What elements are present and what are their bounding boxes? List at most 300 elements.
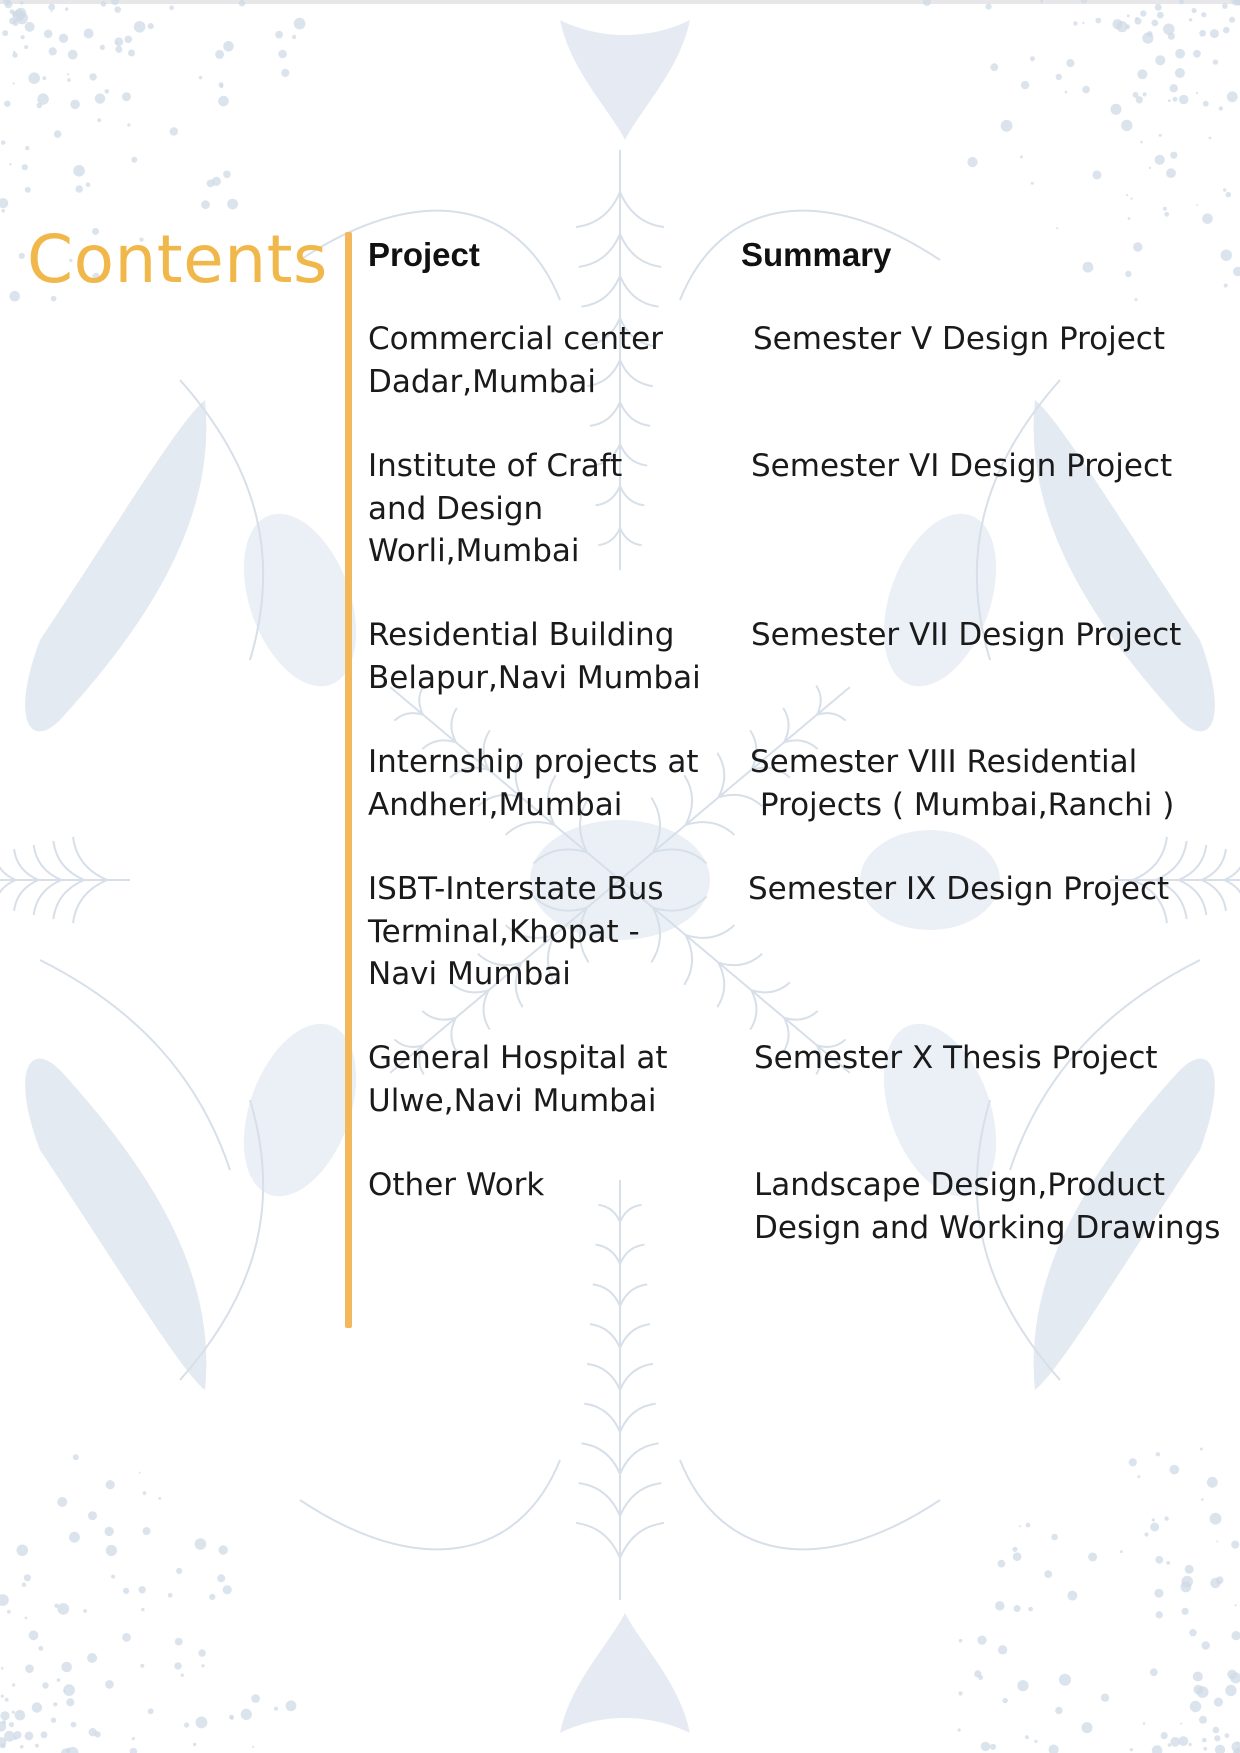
speckle-dot <box>1130 198 1132 200</box>
speckle-dot <box>1202 1641 1210 1649</box>
speckle-dot <box>131 157 137 163</box>
speckle-dot <box>32 1702 42 1712</box>
speckle-dot <box>1163 24 1174 35</box>
swirl-line <box>680 1460 940 1549</box>
speckle-dot <box>1193 50 1201 58</box>
speckle-dot <box>1135 18 1142 25</box>
speckle-dot <box>1226 192 1231 197</box>
speckle-dot <box>106 1545 117 1556</box>
speckle-dot <box>58 1603 70 1615</box>
summary-cell <box>751 445 1172 488</box>
speckle-dot <box>17 1545 29 1557</box>
speckle-dot <box>985 4 991 10</box>
fern-frond <box>718 954 762 965</box>
speckle-dot <box>70 100 80 110</box>
fern-frond <box>590 402 620 426</box>
speckle-dot <box>1056 74 1062 80</box>
speckle-dot <box>1065 91 1068 94</box>
speckle-dot <box>1236 1749 1240 1753</box>
speckle-dot <box>1213 1727 1220 1734</box>
speckle-dot <box>278 50 287 59</box>
project-line: and Design <box>368 490 544 527</box>
speckle-dot <box>75 185 83 193</box>
pod-shape <box>222 1008 378 1211</box>
speckle-dot <box>1073 21 1077 25</box>
fern-frond <box>1179 880 1207 915</box>
speckle-dot <box>1126 194 1128 196</box>
project-line: Terminal,Khopat - <box>368 913 640 950</box>
speckle-dot <box>1209 137 1212 140</box>
speckle-dot <box>24 45 28 49</box>
speckle-dot <box>252 1746 254 1748</box>
speckle-dot <box>1227 1670 1237 1680</box>
speckle-dot <box>1067 1591 1077 1601</box>
speckle-dot <box>1193 1672 1203 1682</box>
speckle-dot <box>1196 204 1198 206</box>
fern-frond <box>422 1011 456 1020</box>
summary-cell <box>748 868 1169 911</box>
speckle-dot <box>148 23 154 29</box>
speckle-dot <box>0 198 8 208</box>
speckle-dot <box>24 1574 31 1581</box>
fern-frond <box>0 853 16 880</box>
speckle-dot <box>127 123 130 126</box>
fern-frond <box>73 837 107 880</box>
speckle-dot <box>21 35 25 39</box>
speckle-dot <box>1181 1582 1192 1593</box>
speckle-dot <box>134 21 146 33</box>
speckle-dot <box>41 1731 48 1738</box>
project-cell <box>368 445 622 573</box>
speckle-dot <box>1213 59 1218 64</box>
summary-cell <box>754 1164 1220 1249</box>
speckle-dot <box>1055 1707 1062 1714</box>
summary-line: Semester VI Design Project <box>751 448 1173 484</box>
speckle-dot <box>95 93 105 103</box>
fern-frond <box>620 1364 653 1390</box>
fern-frond <box>620 402 650 426</box>
speckle-dot <box>212 177 221 186</box>
speckle-dot <box>1081 0 1088 3</box>
project-line: Internship projects at <box>368 744 699 780</box>
pod-shape <box>862 498 1018 701</box>
speckle-dot <box>12 1683 15 1686</box>
fern-frond <box>1224 853 1240 880</box>
speckle-dot <box>12 1711 15 1714</box>
fern-frond <box>53 841 84 880</box>
speckle-dot <box>13 82 15 84</box>
speckle-dot <box>148 1708 154 1714</box>
bottom-motif <box>560 1613 690 1733</box>
speckle-dot <box>294 18 306 30</box>
fern-frond <box>684 935 692 985</box>
speckle-dot <box>57 1678 61 1682</box>
speckle-dot <box>1199 1716 1207 1724</box>
speckle-dot <box>44 30 53 39</box>
speckle-dot <box>958 1728 961 1731</box>
speckle-dot <box>181 1674 184 1677</box>
speckle-dot <box>1157 12 1164 19</box>
speckle-dot <box>227 199 238 210</box>
speckle-dot <box>1125 271 1131 277</box>
speckle-dot <box>1210 1513 1222 1525</box>
speckle-dot <box>1120 1550 1123 1553</box>
speckle-dot <box>42 76 46 80</box>
speckle-dot <box>73 1454 79 1460</box>
speckle-dot <box>1216 1540 1218 1542</box>
speckle-dot <box>28 72 40 84</box>
speckle-dot <box>1 1667 4 1670</box>
speckle-dot <box>68 50 78 60</box>
fern-frond <box>576 1523 620 1558</box>
speckle-dot <box>1192 8 1197 13</box>
speckle-dot <box>223 171 231 179</box>
speckle-dot <box>122 92 131 101</box>
speckle-dot <box>1093 170 1102 179</box>
summary-line: Design and Working Drawings <box>754 1209 1221 1246</box>
fern-frond <box>620 1483 661 1516</box>
speckle-dot <box>1140 141 1143 144</box>
fern-frond <box>451 708 456 742</box>
speckle-dot <box>125 36 133 44</box>
speckle-dot <box>0 1711 9 1720</box>
fern-frond <box>817 713 846 720</box>
speckle-dot <box>35 1744 39 1748</box>
project-line: Andheri,Mumbai <box>368 786 623 823</box>
fern-frond <box>590 1324 620 1348</box>
fern-frond <box>581 1443 620 1474</box>
speckle-dot <box>1133 242 1142 251</box>
speckle-dot <box>1 140 5 144</box>
summary-line: Projects ( Mumbai,Ranchi ) <box>750 786 1175 823</box>
speckle-dot <box>1222 3 1228 9</box>
speckle-dot <box>1152 1518 1155 1521</box>
speckle-dot <box>20 1745 24 1749</box>
speckle-dot <box>1101 1694 1109 1702</box>
speckle-dot <box>223 41 234 52</box>
speckle-dot <box>101 1 107 7</box>
speckle-dot <box>1214 1698 1223 1707</box>
speckle-dot <box>168 1593 173 1598</box>
fern-frond <box>620 1404 656 1432</box>
speckle-dot <box>1121 120 1132 131</box>
speckle-dot <box>48 4 55 11</box>
speckle-dot <box>54 130 62 138</box>
speckle-dot <box>1185 1565 1194 1574</box>
speckle-dot <box>139 1472 141 1474</box>
speckle-dot <box>1066 59 1074 67</box>
fern-frond <box>717 753 724 798</box>
speckle-dot <box>1028 1607 1033 1612</box>
speckle-dot <box>1040 0 1043 3</box>
speckle-dot <box>1133 92 1139 98</box>
fern-frond <box>620 1443 659 1474</box>
fern-frond <box>620 1245 644 1264</box>
speckle-dot <box>105 1680 114 1689</box>
speckle-dot <box>1237 1742 1239 1744</box>
speckle-dot <box>1144 1532 1148 1536</box>
speckle-dot <box>1142 33 1153 44</box>
summary-cell <box>753 318 1165 361</box>
speckle-dot <box>1221 250 1232 261</box>
speckle-dot <box>170 127 178 135</box>
project-line: Dadar,Mumbai <box>368 363 597 400</box>
fern-frond <box>751 982 790 992</box>
fern-frond <box>394 713 423 720</box>
fern-frond <box>579 234 620 267</box>
speckle-dot <box>123 1588 129 1594</box>
summary-line: Semester IX Design Project <box>748 871 1170 907</box>
speckle-dot <box>1175 68 1185 78</box>
speckle-dot <box>1129 1458 1137 1466</box>
speckle-dot <box>1149 167 1151 169</box>
speckle-dot <box>13 10 25 22</box>
speckle-dot <box>1082 22 1084 24</box>
speckle-dot <box>1215 1745 1225 1753</box>
speckle-dot <box>198 1649 205 1656</box>
project-line: General Hospital at <box>368 1040 668 1076</box>
speckle-dot <box>241 1709 252 1720</box>
speckle-dot <box>998 1645 1007 1654</box>
speckle-dot <box>1164 1516 1168 1520</box>
speckle-dot <box>6 3 9 6</box>
speckle-dot <box>1155 55 1165 65</box>
speckle-dot <box>53 1702 57 1706</box>
speckle-dot <box>217 1574 225 1582</box>
speckle-dot <box>4 1731 15 1742</box>
speckle-dot <box>1154 1589 1163 1598</box>
project-cell <box>368 741 699 826</box>
speckle-dot <box>25 146 29 150</box>
speckle-dot <box>25 187 31 193</box>
speckle-dot <box>990 1744 996 1750</box>
speckle-dot <box>1128 217 1131 220</box>
speckle-dot <box>63 1690 65 1692</box>
fern-frond <box>620 444 647 466</box>
speckle-dot <box>22 1583 26 1587</box>
project-line: Navi Mumbai <box>368 956 571 992</box>
speckle-dot <box>143 1491 147 1495</box>
speckle-dot <box>981 1742 990 1751</box>
speckle-dot <box>990 63 998 71</box>
fern-frond <box>784 1011 818 1020</box>
speckle-dot <box>86 182 91 187</box>
speckle-dot <box>42 1682 48 1688</box>
fern-frond <box>620 1284 647 1306</box>
speckle-dot <box>1020 155 1023 158</box>
speckle-dot <box>1143 1722 1146 1725</box>
speckle-dot <box>66 1698 74 1706</box>
speckle-dot <box>1 209 5 213</box>
speckle-dot <box>1056 227 1058 229</box>
fern-frond <box>620 276 659 307</box>
fern-frond <box>587 1364 620 1390</box>
speckle-dot <box>1026 1523 1031 1528</box>
speckle-dot <box>1151 20 1158 27</box>
speckle-dot <box>100 45 105 50</box>
fern-frond <box>0 880 16 907</box>
speckle-dot <box>67 78 71 82</box>
speckle-dot <box>229 1715 234 1720</box>
speckle-dot <box>106 1480 115 1489</box>
speckle-dot <box>1179 95 1188 104</box>
speckle-dot <box>1012 1547 1017 1552</box>
speckle-dot <box>61 1662 72 1673</box>
speckle-dot <box>1155 155 1165 165</box>
project-cell <box>368 868 664 996</box>
speckle-dot <box>0 1594 9 1606</box>
speckle-dot <box>25 1664 34 1673</box>
speckle-dot <box>19 253 25 259</box>
speckle-dot <box>923 0 931 6</box>
summary-cell <box>754 1037 1158 1080</box>
speckle-dot <box>1227 91 1238 102</box>
speckle-dot <box>201 200 210 209</box>
speckle-dot <box>88 1511 97 1520</box>
speckle-dot <box>1059 1674 1071 1686</box>
top-motif <box>560 20 690 140</box>
speckle-dot <box>1189 18 1192 21</box>
speckle-dot <box>1196 92 1198 94</box>
speckle-dot <box>57 1497 67 1507</box>
speckle-dot <box>89 73 96 80</box>
speckle-dot <box>175 1638 183 1646</box>
speckle-dot <box>51 10 53 12</box>
speckle-dot <box>219 82 224 87</box>
fern-frond <box>484 990 490 1029</box>
speckle-dot <box>1225 1733 1230 1738</box>
speckle-dot <box>1152 1745 1163 1753</box>
speckle-dot <box>116 42 118 44</box>
speckle-dot <box>201 1664 204 1667</box>
speckle-dot <box>959 1639 963 1643</box>
speckle-dot <box>1170 152 1177 159</box>
speckle-dot <box>1207 1477 1218 1488</box>
speckle-dot <box>1021 81 1029 89</box>
fern-frond <box>620 1324 650 1348</box>
speckle-dot <box>169 5 174 10</box>
speckle-dot <box>1019 1525 1021 1527</box>
speckle-dot <box>223 1585 232 1594</box>
project-cell <box>368 1037 668 1122</box>
fern-frond <box>598 1205 620 1222</box>
speckle-dot <box>51 1718 56 1723</box>
speckle-dot <box>958 1691 962 1695</box>
speckle-dot <box>1140 10 1146 16</box>
speckle-dot <box>29 1630 39 1640</box>
speckle-dot <box>1111 104 1122 115</box>
speckle-dot <box>87 1653 97 1663</box>
speckle-dot <box>998 1560 1006 1568</box>
speckle-dot <box>275 31 283 39</box>
speckle-dot <box>1082 1722 1093 1733</box>
project-line: Commercial center <box>368 321 663 357</box>
fern-frond <box>596 1245 620 1264</box>
speckle-dot <box>1155 1556 1163 1564</box>
speckle-dot <box>1031 182 1034 185</box>
speckle-dot <box>141 1608 144 1611</box>
column-header-project: Project <box>368 236 480 273</box>
speckle-dot <box>1189 1743 1192 1746</box>
speckle-dot <box>1201 1498 1204 1501</box>
speckle-dot <box>1210 29 1219 38</box>
speckle-dot <box>1034 1740 1037 1743</box>
speckle-dot <box>1156 1611 1163 1618</box>
leaf-blob <box>25 400 206 731</box>
speckle-dot <box>274 1707 278 1711</box>
speckle-dot <box>1168 1743 1172 1747</box>
speckle-dot <box>1161 1732 1168 1739</box>
speckle-dot <box>115 46 122 53</box>
fern-frond <box>584 1404 620 1432</box>
speckle-dot <box>1130 1748 1133 1751</box>
fern-frond <box>620 486 644 505</box>
speckle-dot <box>286 1700 297 1711</box>
speckle-dot <box>1155 4 1162 11</box>
speckle-dot <box>1095 18 1101 24</box>
speckle-dot <box>1175 49 1185 59</box>
speckle-dot <box>114 37 123 46</box>
speckle-dot <box>1163 207 1167 211</box>
speckle-dot <box>140 1664 144 1668</box>
speckle-dot <box>1179 1736 1189 1746</box>
speckle-dot <box>1166 1561 1170 1565</box>
speckle-dot <box>196 1717 208 1729</box>
speckle-dot <box>59 34 68 43</box>
speckle-dot <box>1170 1465 1180 1475</box>
fern-frond <box>783 708 788 742</box>
speckle-dot <box>1014 1605 1021 1612</box>
speckle-dot <box>1127 14 1130 17</box>
speckle-dot <box>1082 86 1090 94</box>
fern-frond <box>593 1284 620 1306</box>
speckle-dot <box>219 1545 228 1554</box>
project-cell <box>368 318 663 403</box>
summary-line: Semester V Design Project <box>753 321 1166 357</box>
speckle-dot <box>1 1695 4 1698</box>
speckle-dot <box>73 165 85 177</box>
speckle-dot <box>1168 99 1171 102</box>
speckle-dot <box>25 1732 34 1741</box>
page-title: Contents <box>27 221 328 298</box>
speckle-dot <box>1202 1738 1207 1743</box>
speckle-dot <box>122 1633 131 1642</box>
speckle-dot <box>1001 120 1013 132</box>
speckle-dot <box>143 1527 151 1535</box>
speckle-dot <box>995 1601 1004 1610</box>
fern-frond <box>73 880 107 923</box>
speckle-dot <box>9 291 20 302</box>
fern-frond <box>620 1205 642 1222</box>
speckle-dot <box>239 0 246 7</box>
speckle-dot <box>1088 1553 1097 1562</box>
speckle-dot <box>176 1568 182 1574</box>
speckle-dot <box>1203 101 1209 107</box>
project-line: Worli,Mumbai <box>368 533 580 569</box>
speckle-dot <box>1051 1534 1058 1541</box>
speckle-dot <box>139 1586 146 1593</box>
project-line: Ulwe,Navi Mumbai <box>368 1082 657 1119</box>
speckle-dot <box>1202 213 1213 224</box>
leaf-blob <box>25 1059 206 1390</box>
speckle-dot <box>97 118 101 122</box>
speckle-dot <box>132 1737 135 1740</box>
speckle-dot <box>37 93 48 104</box>
swirl-line <box>300 1460 560 1549</box>
project-line: ISBT-Interstate Bus <box>368 871 664 907</box>
speckle-dot <box>83 1609 87 1613</box>
speckle-dot <box>1214 1735 1220 1741</box>
